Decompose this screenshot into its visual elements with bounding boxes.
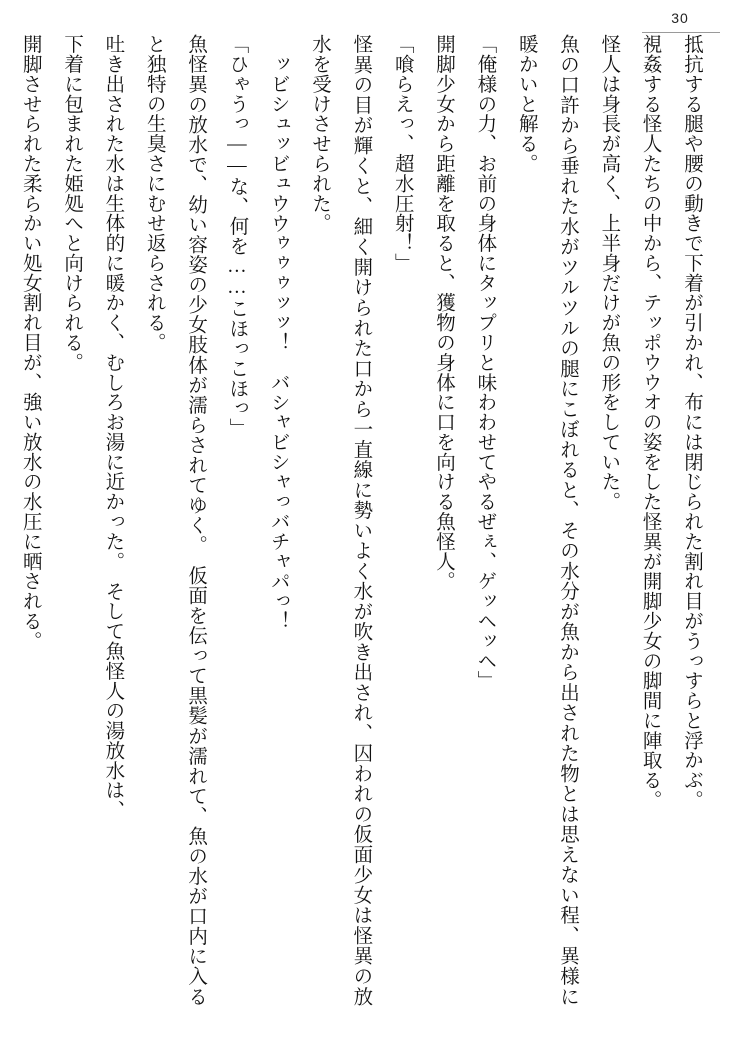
paragraph: 開脚少女から距離を取ると、獲物の身体に口を向ける魚怪人。 — [433, 34, 455, 591]
paragraph: 魚の口許から垂れた水がツルツルの腿にこぼれると、その水分が魚から出された物とは思えない程、異様に暖かいと解る。 — [515, 34, 579, 1006]
paragraph: 「俺様の力、お前の身体にタップリと味わわせてやるぜぇ、ゲッヘッヘ」 — [474, 34, 496, 691]
paragraph: 「ひゃうっ——な、何を……こほっこほっ」 — [226, 34, 248, 438]
paragraph: 視姦する怪人たちの中から、テッポウウオの姿をした怪異が開脚少女の脚間に陣取る。 — [639, 34, 661, 810]
paragraph: 怪人は身長が高く、上半身だけが魚の形をしていた。 — [598, 34, 620, 512]
paragraph: 怪異の目が輝くと、細く開けられた口から一直線に勢いよく水が吹き出され、囚われの仮面少女は怪異の放水を受けさせられた。 — [309, 34, 372, 1006]
page-number-rule — [642, 32, 720, 33]
paragraph: ッビシュッビュウウゥゥゥッッ！ バシャビシャっバチャパっ！ — [267, 53, 289, 631]
page-number: 30 — [671, 10, 689, 26]
paragraph: 魚怪異の放水で、幼い容姿の少女肢体が濡らされてゆく。 仮面を伝って黒髪が濡れて、魚の水が口内に入ると独特の生臭さにむせ返らされる。 — [143, 34, 207, 1006]
paragraph: 開脚させられた柔らかい処女割れ目が、強い放水の水圧に晒される。 — [19, 34, 41, 651]
paragraph: 吐き出された水は生体的に暖かく、むしろお湯に近かった。 そして魚怪人の湯放水は、 — [102, 34, 124, 820]
paragraph: 下着に包まれた姫処へと向けられる。 — [61, 34, 83, 373]
body-text — [19, 34, 712, 1006]
paragraph: 抵抗する腿や腰の動きで下着が引かれ、布には閉じられた割れ目がうっすらと浮かぶ。 — [681, 34, 702, 810]
paragraph: 「喰らえっ、超水圧射！」 — [391, 34, 413, 273]
